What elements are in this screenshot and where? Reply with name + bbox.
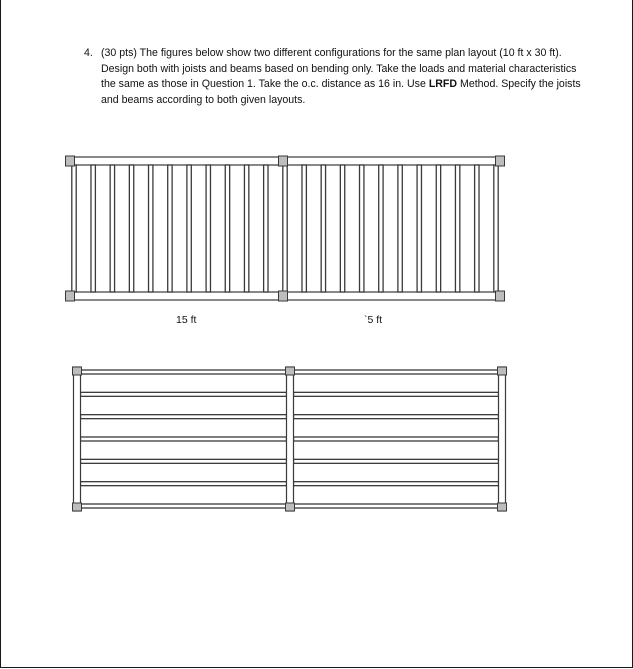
- vertical-joist: [417, 165, 421, 292]
- horizontal-joist-left-bay: [81, 370, 287, 374]
- vertical-joist: [264, 165, 268, 292]
- post-square: [286, 503, 295, 511]
- vertical-joist: [398, 165, 402, 292]
- post-square: [66, 156, 75, 166]
- vertical-joist: [244, 165, 248, 292]
- question-bold-term: LRFD: [428, 78, 458, 90]
- vertical-joist: [225, 165, 229, 292]
- horizontal-joist-right-bay: [294, 459, 499, 463]
- vertical-joist: [494, 165, 498, 292]
- post-square: [66, 291, 75, 301]
- horizontal-joist-left-bay: [81, 415, 287, 419]
- vertical-joist: [72, 165, 76, 292]
- figure-2-joists-spanning-long: [73, 367, 507, 511]
- vertical-joist: [455, 165, 459, 292]
- post-square: [73, 367, 82, 375]
- horizontal-joist-right-bay: [294, 437, 499, 441]
- horizontal-joist-left-bay: [81, 437, 287, 441]
- horizontal-joist-right-bay: [294, 415, 499, 419]
- figure-1-joists-spanning-short: [66, 156, 505, 301]
- post-square: [73, 503, 82, 511]
- post-square: [496, 156, 505, 166]
- vertical-joist: [129, 165, 133, 292]
- vertical-joist: [302, 165, 306, 292]
- vertical-joist: [206, 165, 210, 292]
- vertical-joist: [379, 165, 383, 292]
- middle-beam: [287, 367, 294, 511]
- horizontal-joist-left-bay: [81, 392, 287, 396]
- vertical-joist: [321, 165, 325, 292]
- post-square: [286, 367, 295, 375]
- span-left-label: 15 ft: [176, 314, 197, 326]
- post-square: [498, 367, 507, 375]
- vertical-joist: [187, 165, 191, 292]
- horizontal-joist-right-bay: [294, 482, 499, 486]
- vertical-joist: [340, 165, 344, 292]
- horizontal-joist-right-bay: [294, 392, 499, 396]
- post-square: [498, 503, 507, 511]
- post-square: [279, 291, 288, 301]
- horizontal-joist-left-bay: [81, 482, 287, 486]
- vertical-joist: [436, 165, 440, 292]
- left-beam: [74, 367, 81, 511]
- horizontal-joist-right-bay: [294, 504, 499, 508]
- vertical-joist: [360, 165, 364, 292]
- vertical-joist: [110, 165, 114, 292]
- vertical-joist: [91, 165, 95, 292]
- vertical-joist: [283, 165, 287, 292]
- horizontal-joist-right-bay: [294, 370, 499, 374]
- question-text-part2: Method. Specify the joists and beams according to both given layouts.: [101, 78, 581, 106]
- horizontal-joist-left-bay: [81, 459, 287, 463]
- question-text-part1: (30 pts) The figures below show two different configurations for the same plan layout (10 ft x 30 ft). Design both with joists and beams based on bending only. Take the loads and material characteristics the same as those in Question 1. Take the o.c. distance as 16 in. Use: [101, 47, 577, 90]
- question-number: 4.: [84, 47, 93, 59]
- post-square: [279, 156, 288, 166]
- right-beam: [499, 367, 506, 511]
- vertical-joist: [475, 165, 479, 292]
- post-square: [496, 291, 505, 301]
- horizontal-joist-left-bay: [81, 504, 287, 508]
- span-right-label: `5 ft: [364, 314, 383, 326]
- vertical-joist: [168, 165, 172, 292]
- vertical-joist: [149, 165, 153, 292]
